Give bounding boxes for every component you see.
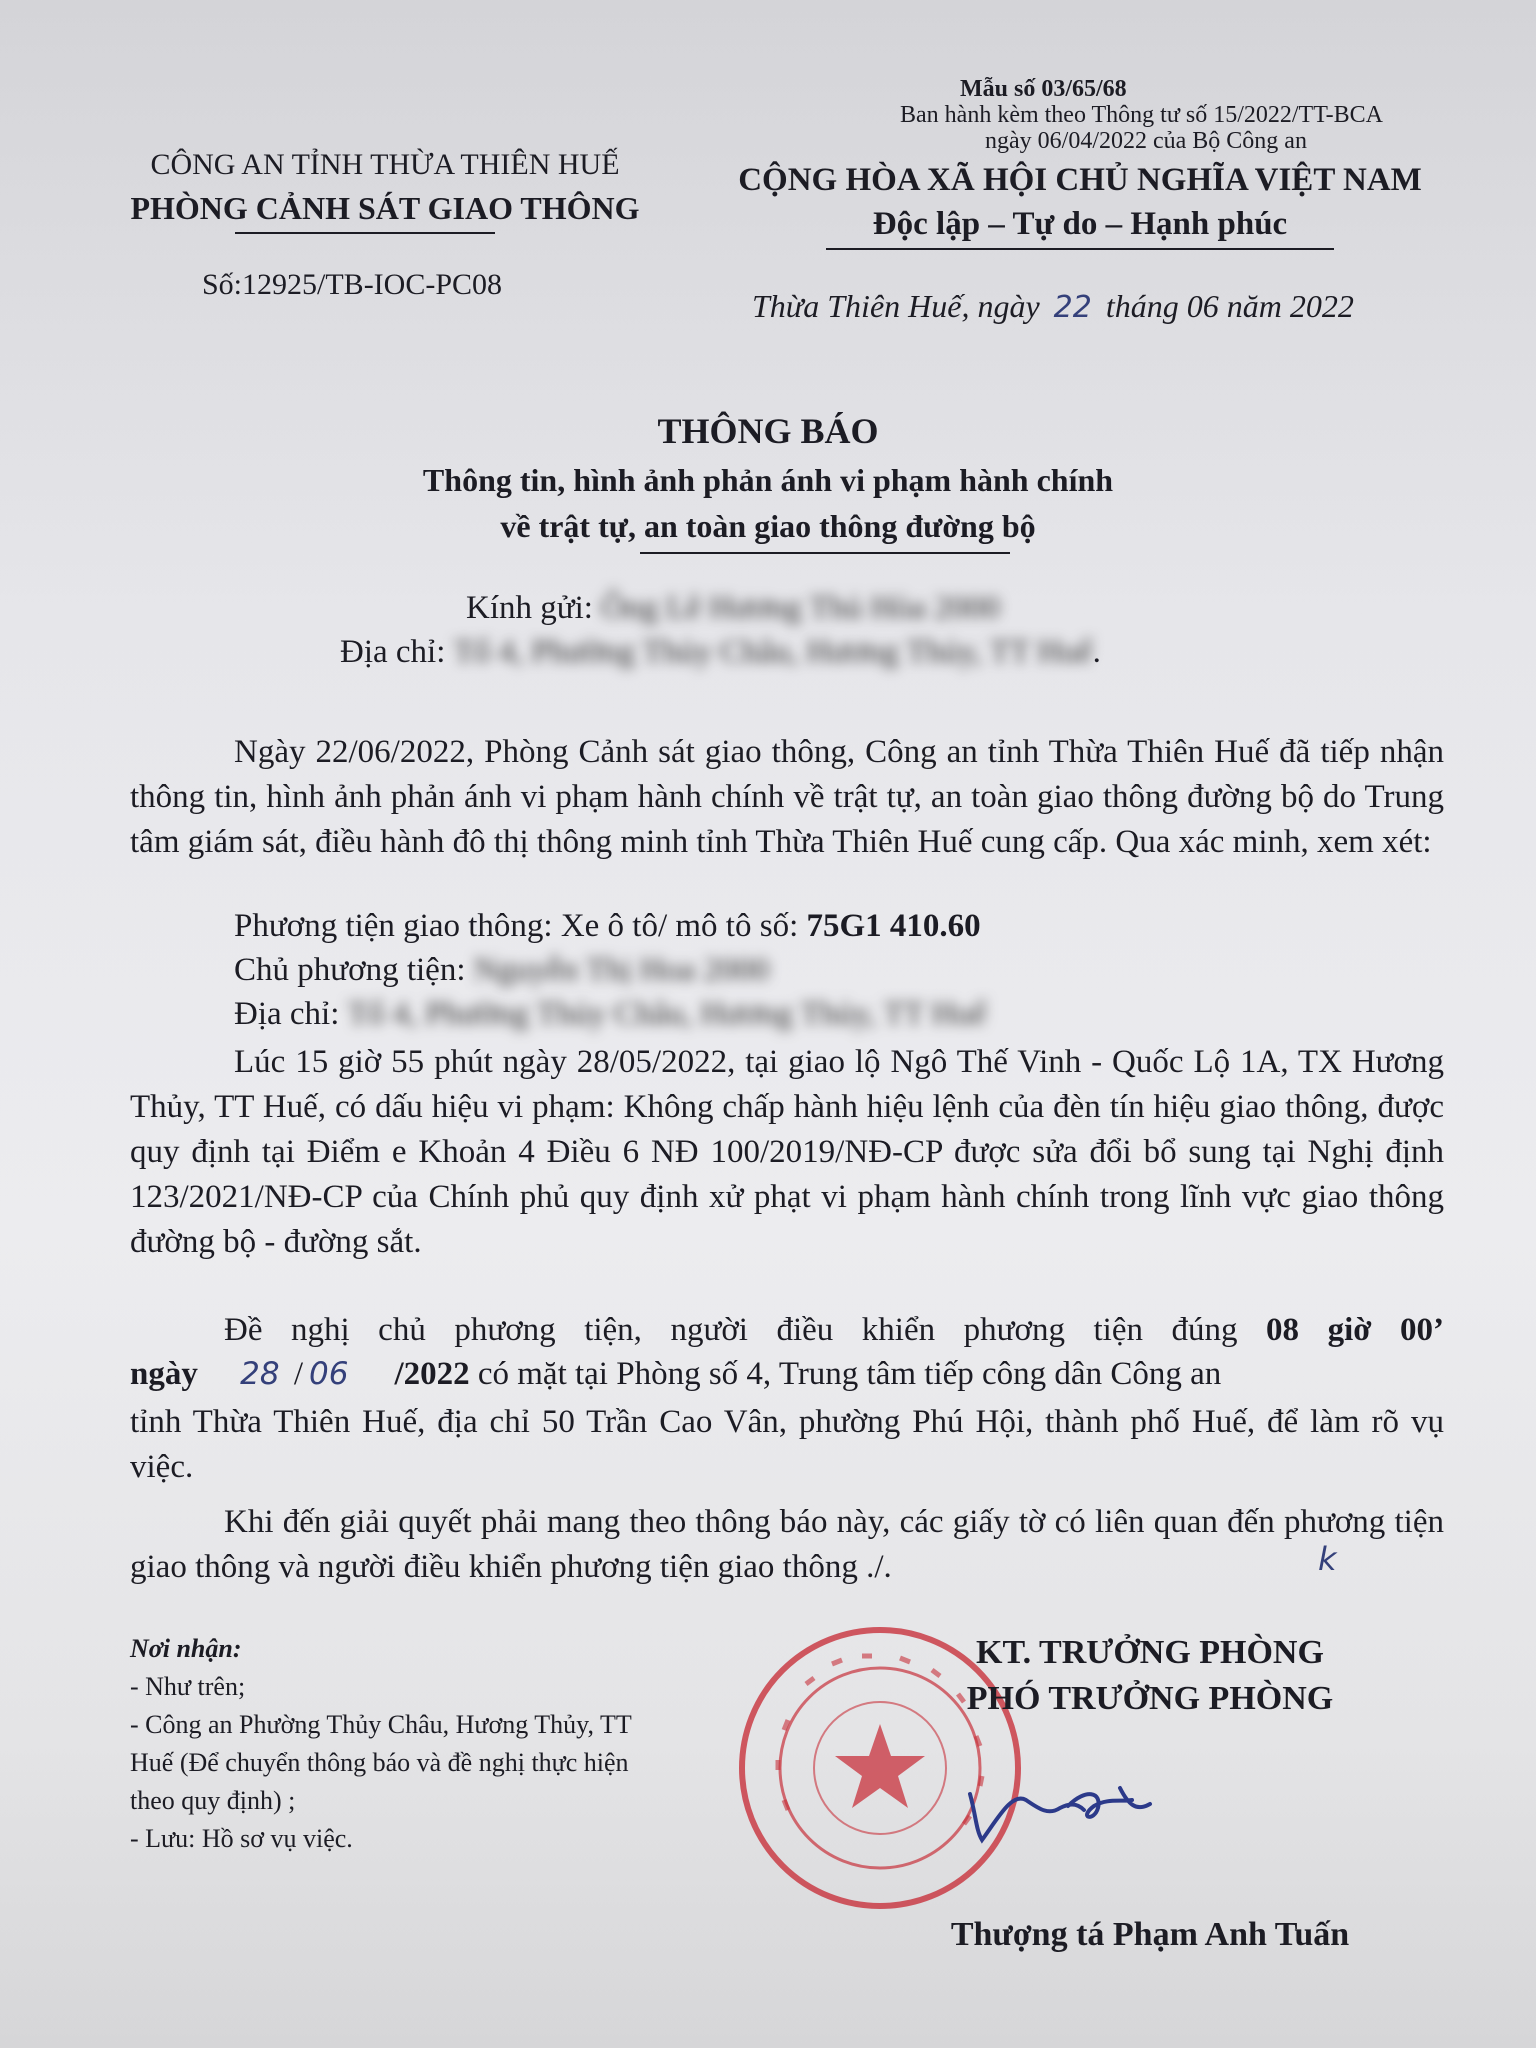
summons-text-2: có mặt tại Phòng số 4, Trung tâm tiếp công dân Công an — [477, 1356, 1222, 1392]
owner-line — [130, 952, 1536, 989]
handwritten-day: 22 — [1053, 290, 1092, 325]
handwritten-signature — [952, 1758, 1192, 1858]
vehicle-line — [130, 908, 1536, 945]
paragraph-received: Ngày 22/06/2022, Phòng Cảnh sát giao thông, Công an tỉnh Thừa Thiên Huế đã tiếp nhận thông tin, hình ảnh phản ánh vi phạm hành chính về trật tự, an toàn giao thông đường bộ do Trung tâm giám sát, điều hành đô thị thông minh tỉnh Thừa Thiên Huế cung cấp. Qua xác minh, xem xét: — [130, 734, 1444, 860]
recipients-heading: Nơi nhận: — [130, 1634, 242, 1663]
recipient-address-line — [340, 634, 1101, 671]
recipient-address-redacted: Tổ 4, Phường Thủy Châu, Hương Thủy, TT Huế — [453, 634, 1093, 670]
handwritten-summons-day: 28 — [240, 1356, 280, 1392]
paragraph-violation: Lúc 15 giờ 55 phút ngày 28/05/2022, tại giao lộ Ngô Thế Vinh - Quốc Lộ 1A, TX Hương Thủy, TT Huế, có dấu hiệu vi phạm: Không chấp hành hiệu lệnh của đèn tín hiệu giao thông, được quy định tại Điểm e Khoản 4 Điều 6 NĐ 100/2019/NĐ-CP được sửa đổi bổ sung tại Nghị định 123/2021/NĐ-CP của Chính phủ quy định xử phạt vi phạm hành chính trong lĩnh vực giao thông đường bộ - đường sắt. — [130, 1044, 1444, 1260]
owner-label: Chủ phương tiện: — [234, 952, 466, 988]
form-code: Mẫu số 03/65/68 — [960, 76, 1127, 102]
handwritten-tick: k — [1318, 1540, 1337, 1578]
org-name: CÔNG AN TỈNH THỪA THIÊN HUẾ — [150, 148, 620, 181]
vehicle-label: Phương tiện giao thông: Xe ô tô/ mô tô số: — [234, 908, 799, 944]
department-underline — [235, 232, 495, 234]
recipient-item-5: - Lưu: Hồ sơ vụ việc. — [130, 1824, 353, 1853]
title-line-1: Thông tin, hình ảnh phản ánh vi phạm hành chính — [422, 462, 1114, 498]
title-line-2: về trật tự, an toàn giao thông đường bộ — [500, 508, 1036, 544]
recipient-redacted: Ông Lê Hương Thủ Hòa 2000 — [601, 590, 1000, 626]
national-motto: Độc lập – Tự do – Hạnh phúc — [872, 206, 1288, 242]
title-underline — [640, 552, 1010, 554]
summons-text-1: Đề nghị chủ phương tiện, người điều khiển phương tiện đúng — [224, 1312, 1238, 1348]
place-date-suffix: tháng 06 năm 2022 — [1105, 288, 1354, 324]
recipient-label: Kính gửi: — [466, 590, 593, 626]
motto-underline — [826, 248, 1334, 250]
summons-day-label: ngày — [130, 1356, 198, 1392]
recipient-item-4: theo quy định) ; — [130, 1786, 296, 1815]
license-plate: 75G1 410.60 — [806, 908, 981, 944]
signature-title-2: PHÓ TRƯỞNG PHÒNG — [966, 1680, 1334, 1717]
recipient-address-label: Địa chỉ: — [340, 634, 446, 670]
place-date — [752, 288, 1354, 325]
country-name: CỘNG HÒA XÃ HỘI CHỦ NGHĨA VIỆT NAM — [738, 162, 1422, 198]
owner-address-redacted: Tổ 4, Phường Thủy Châu, Hương Thủy, TT Huế — [347, 996, 987, 1032]
summons-slash: / — [293, 1356, 303, 1392]
recipient-item-1: - Như trên; — [130, 1672, 246, 1701]
department-name: PHÒNG CẢNH SÁT GIAO THÔNG — [130, 190, 640, 226]
handwritten-summons-month: 06 — [308, 1356, 349, 1392]
owner-address-line — [130, 996, 1536, 1033]
form-issued-with: Ban hành kèm theo Thông tư số 15/2022/TT-BCA — [900, 102, 1383, 128]
signature-title-1: KT. TRƯỞNG PHÒNG — [976, 1634, 1324, 1671]
place-date-prefix: Thừa Thiên Huế, ngày — [752, 288, 1040, 324]
document-title: THÔNG BÁO — [657, 411, 879, 451]
summons-year: /2022 — [394, 1356, 470, 1392]
recipient-address-end: . — [1092, 634, 1101, 670]
recipient-item-3: Huế (Để chuyển thông báo và đề nghị thực hiện — [130, 1748, 629, 1777]
summons-time: 08 giờ 00’ — [1266, 1312, 1445, 1348]
document-number: Số:12925/TB-IOC-PC08 — [202, 268, 503, 301]
signatory-name: Thượng tá Phạm Anh Tuấn — [950, 1916, 1350, 1953]
summons-line-2 — [130, 1356, 1444, 1393]
recipient-line — [466, 590, 1000, 627]
recipient-item-2: - Công an Phường Thủy Châu, Hương Thủy, TT — [130, 1710, 632, 1739]
form-issued-date: ngày 06/04/2022 của Bộ Công an — [985, 128, 1307, 154]
owner-redacted: Nguyễn Thị Hoa 2000 — [473, 952, 770, 988]
paragraph-documents: Khi đến giải quyết phải mang theo thông báo này, các giấy tờ có liên quan đến phương tiện giao thông và người điều khiển phương tiện giao thông ./. — [130, 1504, 1444, 1585]
summons-text-3: tỉnh Thừa Thiên Huế, địa chỉ 50 Trần Cao Vân, phường Phú Hội, thành phố Huế, để làm rõ vụ việc. — [130, 1404, 1444, 1485]
owner-address-label: Địa chỉ: — [234, 996, 340, 1032]
summons-line-1 — [130, 1312, 1444, 1349]
